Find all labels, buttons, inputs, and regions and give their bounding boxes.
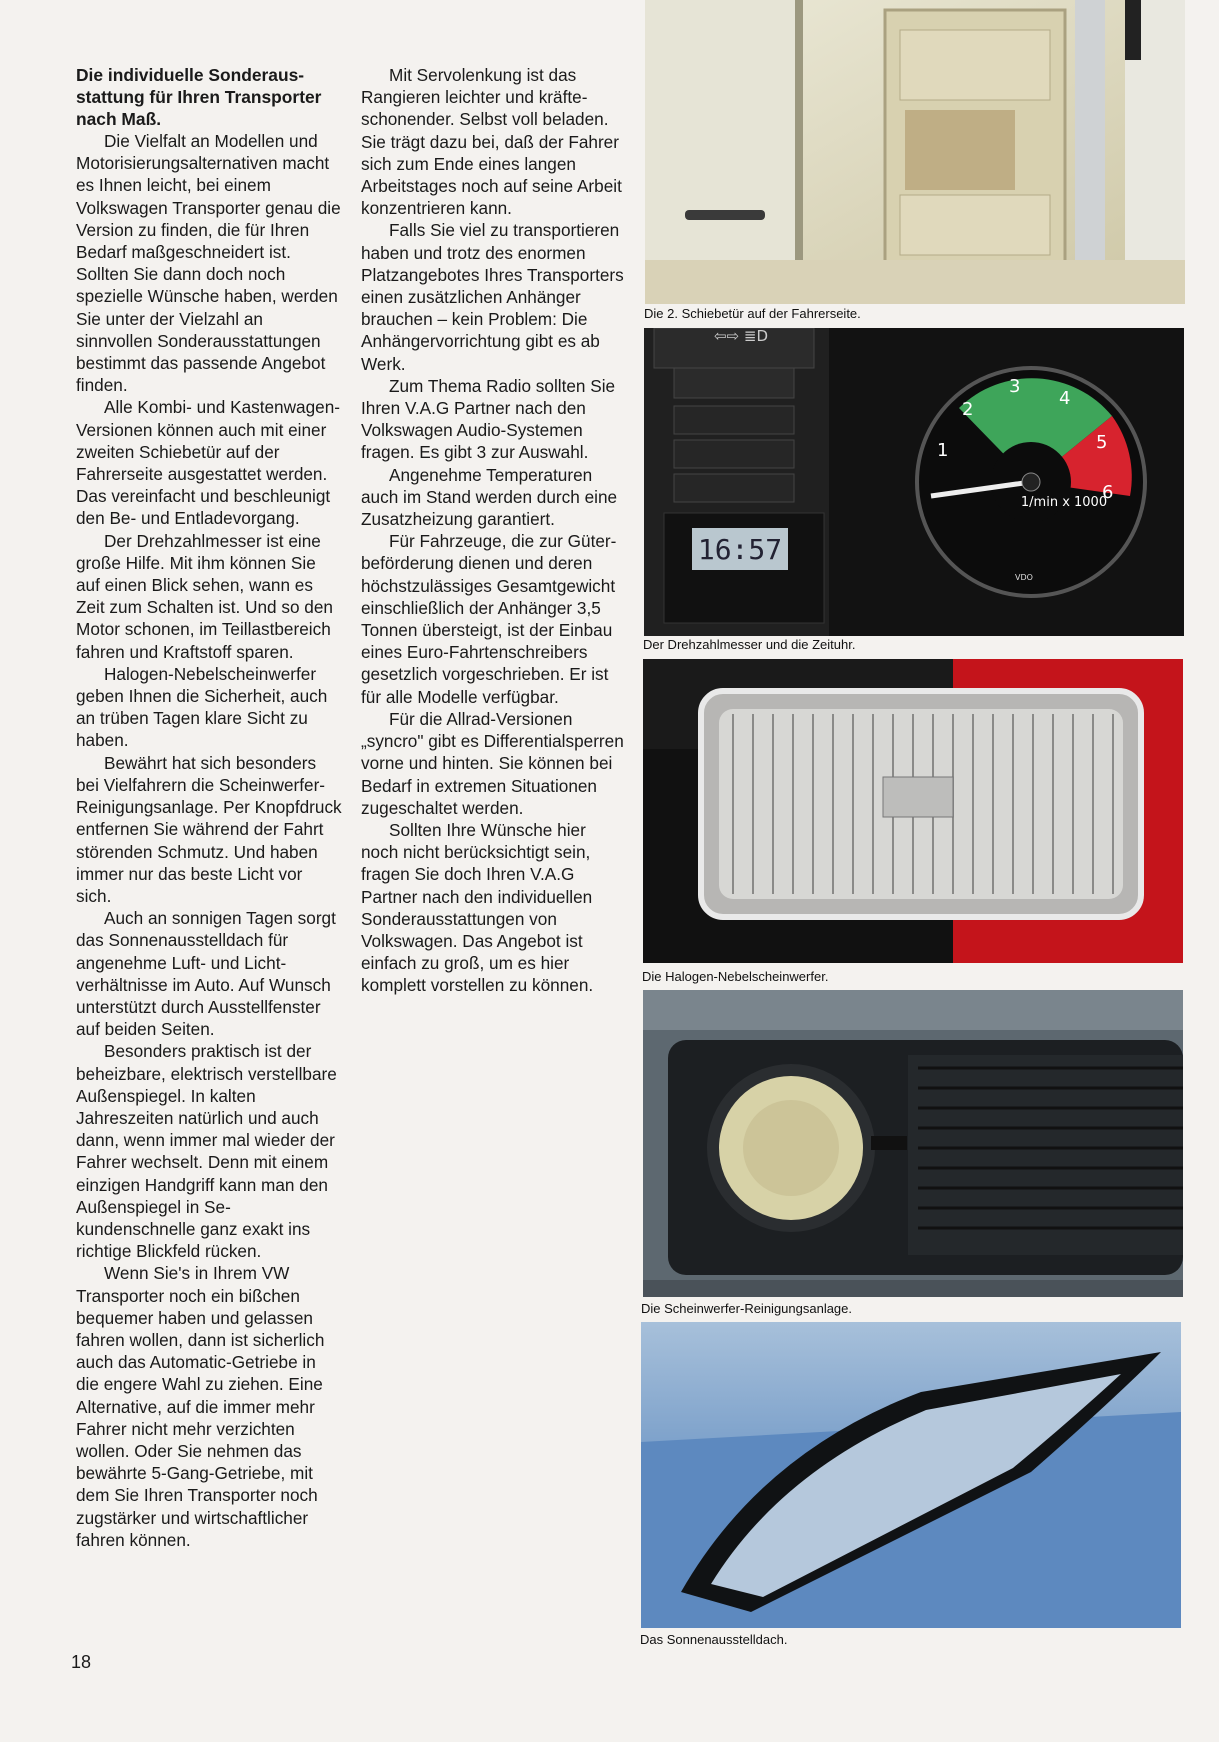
paragraph: Angenehme Temperaturen auch im Stand werden durch eine Zusatzheizung garantiert. xyxy=(361,464,618,530)
photo-sliding-door xyxy=(645,0,1185,304)
paragraph: Halogen-Nebelscheinwerfer geben Ihnen die Sicherheit, auch an trüben Tagen klare Sicht zu haben. xyxy=(76,663,328,751)
paragraph: Auch an sonnigen Tagen sorgt das Sonnenausstelldach für angenehme Luft- und Lichtverhältnisse im Auto. Auf Wunsch unterstützt durch Ausstellfenster auf beiden Seiten. xyxy=(76,908,336,1040)
paragraph: Wenn Sie's in Ihrem VW Transporter noch ein bißchen bequemer haben und gelassen fahren wollen, dann ist sicherlich auch das Automatic-Getriebe in die engere Wahl zu ziehen. Eine Alternative, auf die immer mehr Fahrer nicht mehr verzichten wollen. Oder Sie nehmen das bewährte 5-Gang-Getriebe, mit dem Sie Ihren Transporter noch zugstärker und wirtschaftlicher fahren können. xyxy=(76,1263,325,1550)
photo-tachometer xyxy=(644,328,1184,636)
paragraph: Für Fahrzeuge, die zur Güterbeförderung dienen und deren höchstzulässiges Gesamtgewicht einschließlich der Anhänger 3,5 Tonnen übersteigt, ist der Einbau eines Euro-Fahrtenschreibers gesetzlich vorgeschrieben. Er ist für alle Modelle verfügbar. xyxy=(361,531,617,707)
article-heading: Die individuelle Sonderausstattung für Ihren Transporter nach Maß. xyxy=(76,65,322,129)
caption-washer: Die Scheinwerfer-Reinigungsanlage. xyxy=(641,1301,853,1316)
paragraph: Alle Kombi- und Kastenwagen-Versionen können auch mit einer zweiten Schiebetür auf der Fahrerseite ausgestattet werden. Das vereinfacht und beschleunigt den Be- und Entladevorgang. xyxy=(76,397,340,529)
text-column-left xyxy=(76,64,342,1551)
clock-display: 16:57 xyxy=(697,533,783,566)
tick-2: 2 xyxy=(962,399,974,420)
page-number: 18 xyxy=(71,1652,92,1672)
photo-sunroof xyxy=(641,1322,1181,1628)
tick-1: 1 xyxy=(937,440,949,461)
paragraph: Falls Sie viel zu transportieren haben und trotz des enormen Platzangebotes Ihres Transporters einen zusätzlichen Anhänger brauchen – kein Problem: Die Anhängervorrichtung gibt es ab Werk. xyxy=(361,220,624,374)
text-column-middle xyxy=(361,64,626,997)
paragraph: Die Vielfalt an Modellen und Motorisierungsalternativen macht es Ihnen leicht, bei einem Volkswagen Transporter genau die Version zu finden, die für Ihren Bedarf maßgeschneidert ist. Sollten Sie dann doch noch spezielle Wünsche haben, werden Sie unter der Vielzahl an sinnvollen Sonderausstattungen bestimmt das passende Angebot finden. xyxy=(76,131,341,396)
photo-fog-light xyxy=(643,659,1183,963)
caption-fog: Die Halogen-Nebelscheinwerfer. xyxy=(642,969,829,984)
paragraph: Besonders praktisch ist der beheizbare, elektrisch verstellbare Außenspiegel. In kalten Jahreszeiten natürlich und auch dann, wenn immer mal wieder der Fahrer wechselt. Denn mit einem einzigen Handgriff kann man den Außenspiegel in Sekundenschnelle ganz exakt ins richtige Blickfeld rücken. xyxy=(76,1041,337,1262)
caption-door: Die 2. Schiebetür auf der Fahrerseite. xyxy=(644,306,861,321)
tick-5: 5 xyxy=(1096,432,1108,453)
caption-tacho: Der Drehzahlmesser und die Zeituhr. xyxy=(643,637,856,652)
caption-roof: Das Sonnenausstelldach. xyxy=(640,1632,788,1647)
paragraph: Mit Servolenkung ist das Rangieren leichter und kräfteschonender. Selbst voll beladen. Sie trägt dazu bei, daß der Fahrer sich zum Ende eines langen Arbeitstages noch auf seine Arbeit konzentrieren kann. xyxy=(361,65,622,219)
tick-4: 4 xyxy=(1059,388,1071,409)
tick-3: 3 xyxy=(1009,376,1021,397)
paragraph: Für die Allrad-Versionen „syncro" gibt es Differentialsperren vorne und hinten. Sie können bei Bedarf in extremen Situationen zugeschaltet werden. xyxy=(361,708,624,818)
svg-text:⇦⇨ ≣D: ⇦⇨ ≣D xyxy=(714,328,769,345)
tacho-brand: VDO xyxy=(1015,573,1033,582)
paragraph: Zum Thema Radio sollten Sie Ihren V.A.G Partner nach den Volkswagen Audio-Systemen fragen. Es gibt 3 zur Auswahl. xyxy=(361,375,616,463)
paragraph: Bewährt hat sich besonders bei Vielfahrern die Scheinwerfer-Reinigungsanlage. Per Knopfdruck entfernen Sie während der Fahrt störenden Schmutz. Und haben immer nur das beste Licht vor sich. xyxy=(76,752,342,906)
paragraph: Sollten Ihre Wünsche hier noch nicht berücksichtigt sein, fragen Sie doch Ihren V.A.G Partner nach den individuellen Sonderausstattungen von Volkswagen. Das Angebot ist einfach zu groß, um es hier komplett vorstellen zu können. xyxy=(361,819,594,996)
photo-headlight-washer xyxy=(643,990,1183,1297)
paragraph: Der Drehzahlmesser ist eine große Hilfe. Mit ihm können Sie auf einen Blick sehen, wann es Zeit zum Schalten ist. Und so den Motor schonen, im Teillastbereich fahren und Kraftstoff sparen. xyxy=(76,530,333,662)
tick-6: 6 xyxy=(1102,482,1114,503)
tacho-unit: 1/min x 1000 xyxy=(1020,495,1108,510)
